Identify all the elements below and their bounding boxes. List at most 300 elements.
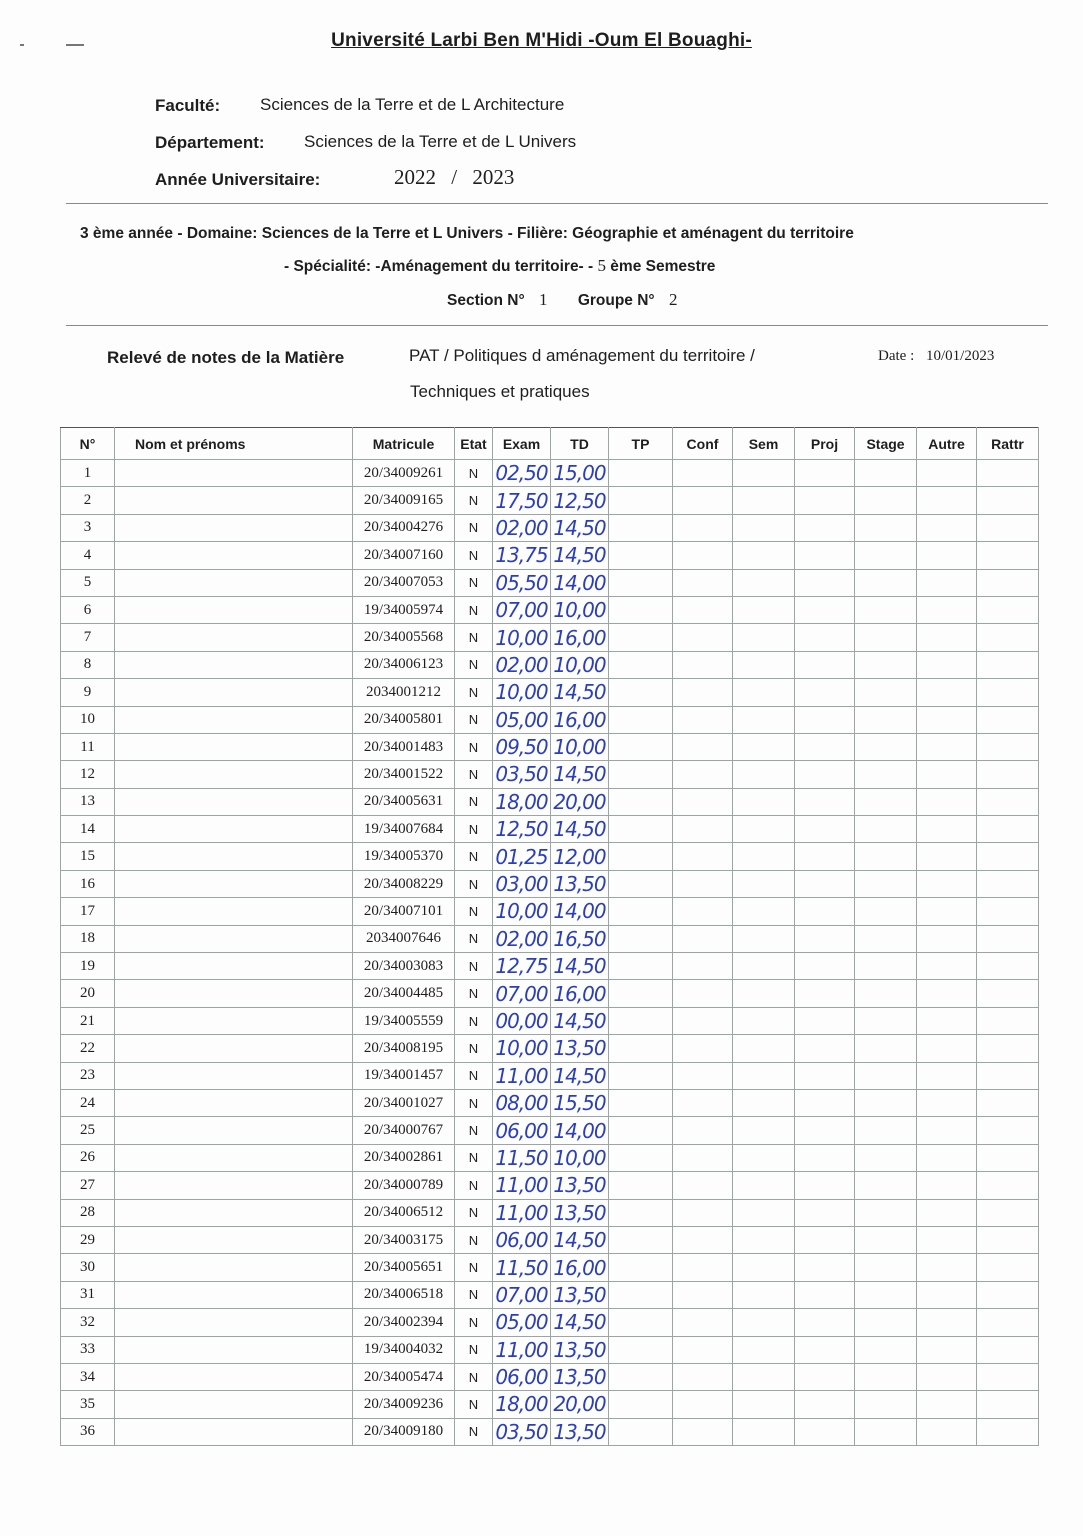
exam-grade-value: 18,00: [495, 1392, 548, 1417]
student-name-cell: [115, 1418, 353, 1445]
col-header-number: N°: [61, 428, 115, 460]
proj-cell: [795, 953, 855, 980]
proj-cell: [795, 1226, 855, 1253]
student-name-cell: [115, 1062, 353, 1089]
exam-grade-cell: [493, 569, 551, 596]
exam-grade-value: 07,00: [495, 598, 548, 623]
td-grade-value: 13,50: [553, 1036, 606, 1061]
table-row: [61, 843, 1039, 870]
tp-cell: [609, 1309, 673, 1336]
sem-cell: [733, 1226, 795, 1253]
stage-cell: [855, 1144, 917, 1171]
rattr-cell: [977, 487, 1039, 514]
etat-cell: N: [455, 1117, 493, 1144]
td-grade-value: 13,50: [553, 1282, 606, 1307]
table-row: [61, 870, 1039, 897]
grades-body: [61, 460, 1039, 1446]
proj-cell: [795, 624, 855, 651]
proj-cell: [795, 925, 855, 952]
exam-grade-cell: [493, 706, 551, 733]
conf-cell: [673, 1172, 733, 1199]
autre-cell: [917, 1363, 977, 1390]
row-number: 36: [61, 1418, 115, 1445]
rattr-cell: [977, 816, 1039, 843]
sem-cell: [733, 1144, 795, 1171]
conf-cell: [673, 816, 733, 843]
tp-cell: [609, 1007, 673, 1034]
table-row: [61, 1363, 1039, 1390]
matricule-cell: 20/34007160: [353, 542, 455, 569]
exam-grade-value: 11,50: [495, 1255, 548, 1280]
sem-cell: [733, 1007, 795, 1034]
proj-cell: [795, 679, 855, 706]
conf-cell: [673, 651, 733, 678]
conf-cell: [673, 1144, 733, 1171]
exam-grade-cell: [493, 1391, 551, 1418]
tp-cell: [609, 1062, 673, 1089]
table-row: [61, 651, 1039, 678]
student-name-cell: [115, 651, 353, 678]
td-grade-cell: [551, 761, 609, 788]
row-number: 20: [61, 980, 115, 1007]
student-name-cell: [115, 1144, 353, 1171]
proj-cell: [795, 1172, 855, 1199]
stage-cell: [855, 1117, 917, 1144]
etat-cell: N: [455, 706, 493, 733]
matricule-cell: 20/34005474: [353, 1363, 455, 1390]
tp-cell: [609, 651, 673, 678]
exam-grade-value: 11,00: [495, 1200, 548, 1225]
td-grade-value: 14,00: [553, 570, 606, 595]
sem-cell: [733, 542, 795, 569]
table-row: [61, 679, 1039, 706]
rattr-cell: [977, 953, 1039, 980]
table-row: [61, 898, 1039, 925]
grades-table: [60, 427, 1039, 1446]
student-name-cell: [115, 1254, 353, 1281]
proj-cell: [795, 1144, 855, 1171]
exam-grade-cell: [493, 816, 551, 843]
exam-grade-cell: [493, 870, 551, 897]
sem-cell: [733, 514, 795, 541]
table-row: [61, 1309, 1039, 1336]
td-grade-cell: [551, 898, 609, 925]
proj-cell: [795, 898, 855, 925]
row-number: 29: [61, 1226, 115, 1253]
tp-cell: [609, 925, 673, 952]
exam-grade-value: 10,00: [495, 899, 548, 924]
student-name-cell: [115, 1199, 353, 1226]
conf-cell: [673, 925, 733, 952]
etat-cell: N: [455, 460, 493, 487]
conf-cell: [673, 953, 733, 980]
stage-cell: [855, 980, 917, 1007]
table-row: [61, 460, 1039, 487]
exam-grade-cell: [493, 1363, 551, 1390]
sem-cell: [733, 624, 795, 651]
exam-grade-cell: [493, 487, 551, 514]
proj-cell: [795, 1117, 855, 1144]
td-grade-value: 20,00: [553, 789, 606, 814]
matricule-cell: 20/34005631: [353, 788, 455, 815]
td-grade-value: 14,00: [553, 1118, 606, 1143]
td-grade-value: 16,50: [553, 926, 606, 951]
matricule-cell: 20/34008229: [353, 870, 455, 897]
year-end: 2023: [472, 165, 515, 189]
td-grade-value: 13,50: [553, 1419, 606, 1444]
table-row: [61, 1226, 1039, 1253]
exam-grade-value: 02,50: [495, 461, 548, 486]
date-block: [878, 348, 994, 365]
rattr-cell: [977, 1199, 1039, 1226]
exam-grade-value: 03,50: [495, 762, 548, 787]
student-name-cell: [115, 1226, 353, 1253]
student-name-cell: [115, 980, 353, 1007]
rattr-cell: [977, 1309, 1039, 1336]
row-number: 28: [61, 1199, 115, 1226]
etat-cell: N: [455, 679, 493, 706]
proj-cell: [795, 487, 855, 514]
matricule-cell: 20/34009180: [353, 1418, 455, 1445]
autre-cell: [917, 679, 977, 706]
exam-grade-cell: [493, 514, 551, 541]
sem-cell: [733, 733, 795, 760]
matricule-cell: 20/34007101: [353, 898, 455, 925]
proj-cell: [795, 706, 855, 733]
sem-cell: [733, 679, 795, 706]
sem-cell: [733, 1062, 795, 1089]
autre-cell: [917, 1035, 977, 1062]
sem-cell: [733, 1254, 795, 1281]
exam-grade-cell: [493, 925, 551, 952]
td-grade-value: 16,00: [553, 625, 606, 650]
autre-cell: [917, 596, 977, 623]
proj-cell: [795, 596, 855, 623]
sem-cell: [733, 1391, 795, 1418]
specialty-text: - Spécialité: -Aménagement du territoire- -: [284, 258, 598, 275]
td-grade-value: 13,50: [553, 872, 606, 897]
year-start: 2022: [394, 165, 436, 189]
col-header-proj: Proj: [795, 428, 855, 460]
td-grade-cell: [551, 1144, 609, 1171]
table-row: [61, 542, 1039, 569]
matricule-cell: 20/34009261: [353, 460, 455, 487]
autre-cell: [917, 980, 977, 1007]
rattr-cell: [977, 542, 1039, 569]
row-number: 13: [61, 788, 115, 815]
etat-cell: N: [455, 953, 493, 980]
col-header-etat: Etat: [455, 428, 493, 460]
matricule-cell: 20/34009165: [353, 487, 455, 514]
autre-cell: [917, 514, 977, 541]
proj-cell: [795, 1418, 855, 1445]
table-row: [61, 788, 1039, 815]
stage-cell: [855, 487, 917, 514]
sem-cell: [733, 898, 795, 925]
td-grade-cell: [551, 1309, 609, 1336]
exam-grade-value: 10,00: [495, 680, 548, 705]
sem-cell: [733, 788, 795, 815]
rattr-cell: [977, 870, 1039, 897]
row-number: 24: [61, 1089, 115, 1116]
semester-number: 5: [597, 256, 606, 275]
exam-grade-cell: [493, 624, 551, 651]
semester-text: ème Semestre: [606, 258, 716, 275]
autre-cell: [917, 706, 977, 733]
td-grade-cell: [551, 788, 609, 815]
proj-cell: [795, 870, 855, 897]
etat-cell: N: [455, 1199, 493, 1226]
autre-cell: [917, 1199, 977, 1226]
rattr-cell: [977, 651, 1039, 678]
autre-cell: [917, 1144, 977, 1171]
matricule-cell: 20/34003175: [353, 1226, 455, 1253]
exam-grade-value: 18,00: [495, 789, 548, 814]
department-label: Département:: [155, 133, 265, 152]
conf-cell: [673, 596, 733, 623]
proj-cell: [795, 788, 855, 815]
row-number: 10: [61, 706, 115, 733]
matricule-cell: 20/34004485: [353, 980, 455, 1007]
table-row: [61, 1199, 1039, 1226]
table-row: [61, 1172, 1039, 1199]
td-grade-cell: [551, 514, 609, 541]
rattr-cell: [977, 1144, 1039, 1171]
matricule-cell: 20/34006518: [353, 1281, 455, 1308]
tp-cell: [609, 1226, 673, 1253]
sem-cell: [733, 1418, 795, 1445]
rattr-cell: [977, 980, 1039, 1007]
student-name-cell: [115, 1035, 353, 1062]
row-number: 34: [61, 1363, 115, 1390]
exam-grade-value: 11,00: [495, 1173, 548, 1198]
etat-cell: N: [455, 788, 493, 815]
student-name-cell: [115, 569, 353, 596]
row-number: 7: [61, 624, 115, 651]
td-grade-cell: [551, 980, 609, 1007]
rattr-cell: [977, 1007, 1039, 1034]
row-number: 23: [61, 1062, 115, 1089]
table-row: [61, 1336, 1039, 1363]
matricule-cell: 20/34005651: [353, 1254, 455, 1281]
conf-cell: [673, 706, 733, 733]
autre-cell: [917, 925, 977, 952]
rattr-cell: [977, 1089, 1039, 1116]
td-grade-cell: [551, 542, 609, 569]
tp-cell: [609, 1035, 673, 1062]
td-grade-cell: [551, 1226, 609, 1253]
tp-cell: [609, 1172, 673, 1199]
table-row: [61, 1007, 1039, 1034]
autre-cell: [917, 1172, 977, 1199]
table-row: [61, 487, 1039, 514]
rattr-cell: [977, 1391, 1039, 1418]
autre-cell: [917, 1007, 977, 1034]
matricule-cell: 19/34007684: [353, 816, 455, 843]
exam-grade-cell: [493, 1418, 551, 1445]
etat-cell: N: [455, 624, 493, 651]
exam-grade-value: 06,00: [495, 1365, 548, 1390]
sem-cell: [733, 651, 795, 678]
exam-grade-value: 05,00: [495, 707, 548, 732]
tp-cell: [609, 843, 673, 870]
matricule-cell: 20/34000767: [353, 1117, 455, 1144]
exam-grade-value: 11,50: [495, 1145, 548, 1170]
exam-grade-value: 06,00: [495, 1228, 548, 1253]
td-grade-cell: [551, 1363, 609, 1390]
rattr-cell: [977, 1226, 1039, 1253]
exam-grade-cell: [493, 1144, 551, 1171]
sem-cell: [733, 487, 795, 514]
academic-year-label: Année Universitaire:: [155, 170, 321, 189]
exam-grade-cell: [493, 980, 551, 1007]
tp-cell: [609, 761, 673, 788]
conf-cell: [673, 1035, 733, 1062]
conf-cell: [673, 1007, 733, 1034]
matricule-cell: 2034007646: [353, 925, 455, 952]
autre-cell: [917, 460, 977, 487]
tp-cell: [609, 1199, 673, 1226]
table-row: [61, 761, 1039, 788]
exam-grade-cell: [493, 953, 551, 980]
td-grade-cell: [551, 596, 609, 623]
tp-cell: [609, 788, 673, 815]
proj-cell: [795, 1007, 855, 1034]
autre-cell: [917, 788, 977, 815]
matricule-cell: 20/34001483: [353, 733, 455, 760]
matricule-cell: 20/34006512: [353, 1199, 455, 1226]
etat-cell: N: [455, 980, 493, 1007]
matricule-cell: 20/34005568: [353, 624, 455, 651]
etat-cell: N: [455, 514, 493, 541]
sem-cell: [733, 460, 795, 487]
program-line: 3 ème année - Domaine: Sciences de la Terre et L Univers - Filière: Géographie et aménagent du territoire: [80, 225, 854, 242]
conf-cell: [673, 542, 733, 569]
autre-cell: [917, 487, 977, 514]
date-value: 10/01/2023: [925, 348, 995, 364]
row-number: 30: [61, 1254, 115, 1281]
rattr-cell: [977, 1172, 1039, 1199]
sem-cell: [733, 1117, 795, 1144]
proj-cell: [795, 1363, 855, 1390]
student-name-cell: [115, 487, 353, 514]
exam-grade-value: 17,50: [495, 488, 548, 513]
rattr-cell: [977, 514, 1039, 541]
td-grade-value: 14,50: [553, 1063, 606, 1088]
rattr-cell: [977, 706, 1039, 733]
stage-cell: [855, 1391, 917, 1418]
stage-cell: [855, 925, 917, 952]
row-number: 33: [61, 1336, 115, 1363]
proj-cell: [795, 761, 855, 788]
proj-cell: [795, 843, 855, 870]
student-name-cell: [115, 788, 353, 815]
exam-grade-cell: [493, 761, 551, 788]
sem-cell: [733, 1309, 795, 1336]
td-grade-value: 13,50: [553, 1337, 606, 1362]
td-grade-value: 14,50: [553, 543, 606, 568]
autre-cell: [917, 843, 977, 870]
exam-grade-cell: [493, 1007, 551, 1034]
rattr-cell: [977, 1336, 1039, 1363]
student-name-cell: [115, 679, 353, 706]
etat-cell: N: [455, 816, 493, 843]
row-number: 26: [61, 1144, 115, 1171]
stage-cell: [855, 898, 917, 925]
td-grade-value: 14,00: [553, 899, 606, 924]
td-grade-value: 14,50: [553, 1228, 606, 1253]
td-grade-value: 14,50: [553, 817, 606, 842]
col-header-conf: Conf: [673, 428, 733, 460]
rattr-cell: [977, 1035, 1039, 1062]
td-grade-value: 10,00: [553, 1145, 606, 1170]
sem-cell: [733, 816, 795, 843]
row-number: 15: [61, 843, 115, 870]
rattr-cell: [977, 624, 1039, 651]
matricule-cell: 20/34002861: [353, 1144, 455, 1171]
exam-grade-value: 10,00: [495, 625, 548, 650]
exam-grade-cell: [493, 1309, 551, 1336]
etat-cell: N: [455, 1007, 493, 1034]
row-number: 12: [61, 761, 115, 788]
tp-cell: [609, 870, 673, 897]
student-name-cell: [115, 1363, 353, 1390]
conf-cell: [673, 1418, 733, 1445]
autre-cell: [917, 651, 977, 678]
table-row: [61, 953, 1039, 980]
sem-cell: [733, 1363, 795, 1390]
stage-cell: [855, 569, 917, 596]
etat-cell: N: [455, 1172, 493, 1199]
conf-cell: [673, 733, 733, 760]
td-grade-cell: [551, 487, 609, 514]
tp-cell: [609, 1391, 673, 1418]
td-grade-cell: [551, 953, 609, 980]
autre-cell: [917, 1336, 977, 1363]
table-row: [61, 1117, 1039, 1144]
etat-cell: N: [455, 1391, 493, 1418]
exam-grade-value: 06,00: [495, 1118, 548, 1143]
etat-cell: N: [455, 1035, 493, 1062]
td-grade-value: 13,50: [553, 1200, 606, 1225]
row-number: 31: [61, 1281, 115, 1308]
student-name-cell: [115, 925, 353, 952]
table-row: [61, 925, 1039, 952]
col-header-name: Nom et prénoms: [115, 428, 353, 460]
stage-cell: [855, 843, 917, 870]
row-number: 19: [61, 953, 115, 980]
sem-cell: [733, 596, 795, 623]
etat-cell: N: [455, 898, 493, 925]
td-grade-cell: [551, 1007, 609, 1034]
section-group-line: [447, 290, 677, 310]
stage-cell: [855, 460, 917, 487]
tp-cell: [609, 487, 673, 514]
row-number: 32: [61, 1309, 115, 1336]
exam-grade-cell: [493, 733, 551, 760]
autre-cell: [917, 733, 977, 760]
sem-cell: [733, 1281, 795, 1308]
autre-cell: [917, 569, 977, 596]
row-number: 17: [61, 898, 115, 925]
matricule-cell: 20/34000789: [353, 1172, 455, 1199]
student-name-cell: [115, 1117, 353, 1144]
exam-grade-value: 05,50: [495, 570, 548, 595]
stage-cell: [855, 953, 917, 980]
conf-cell: [673, 1226, 733, 1253]
autre-cell: [917, 1089, 977, 1116]
proj-cell: [795, 542, 855, 569]
